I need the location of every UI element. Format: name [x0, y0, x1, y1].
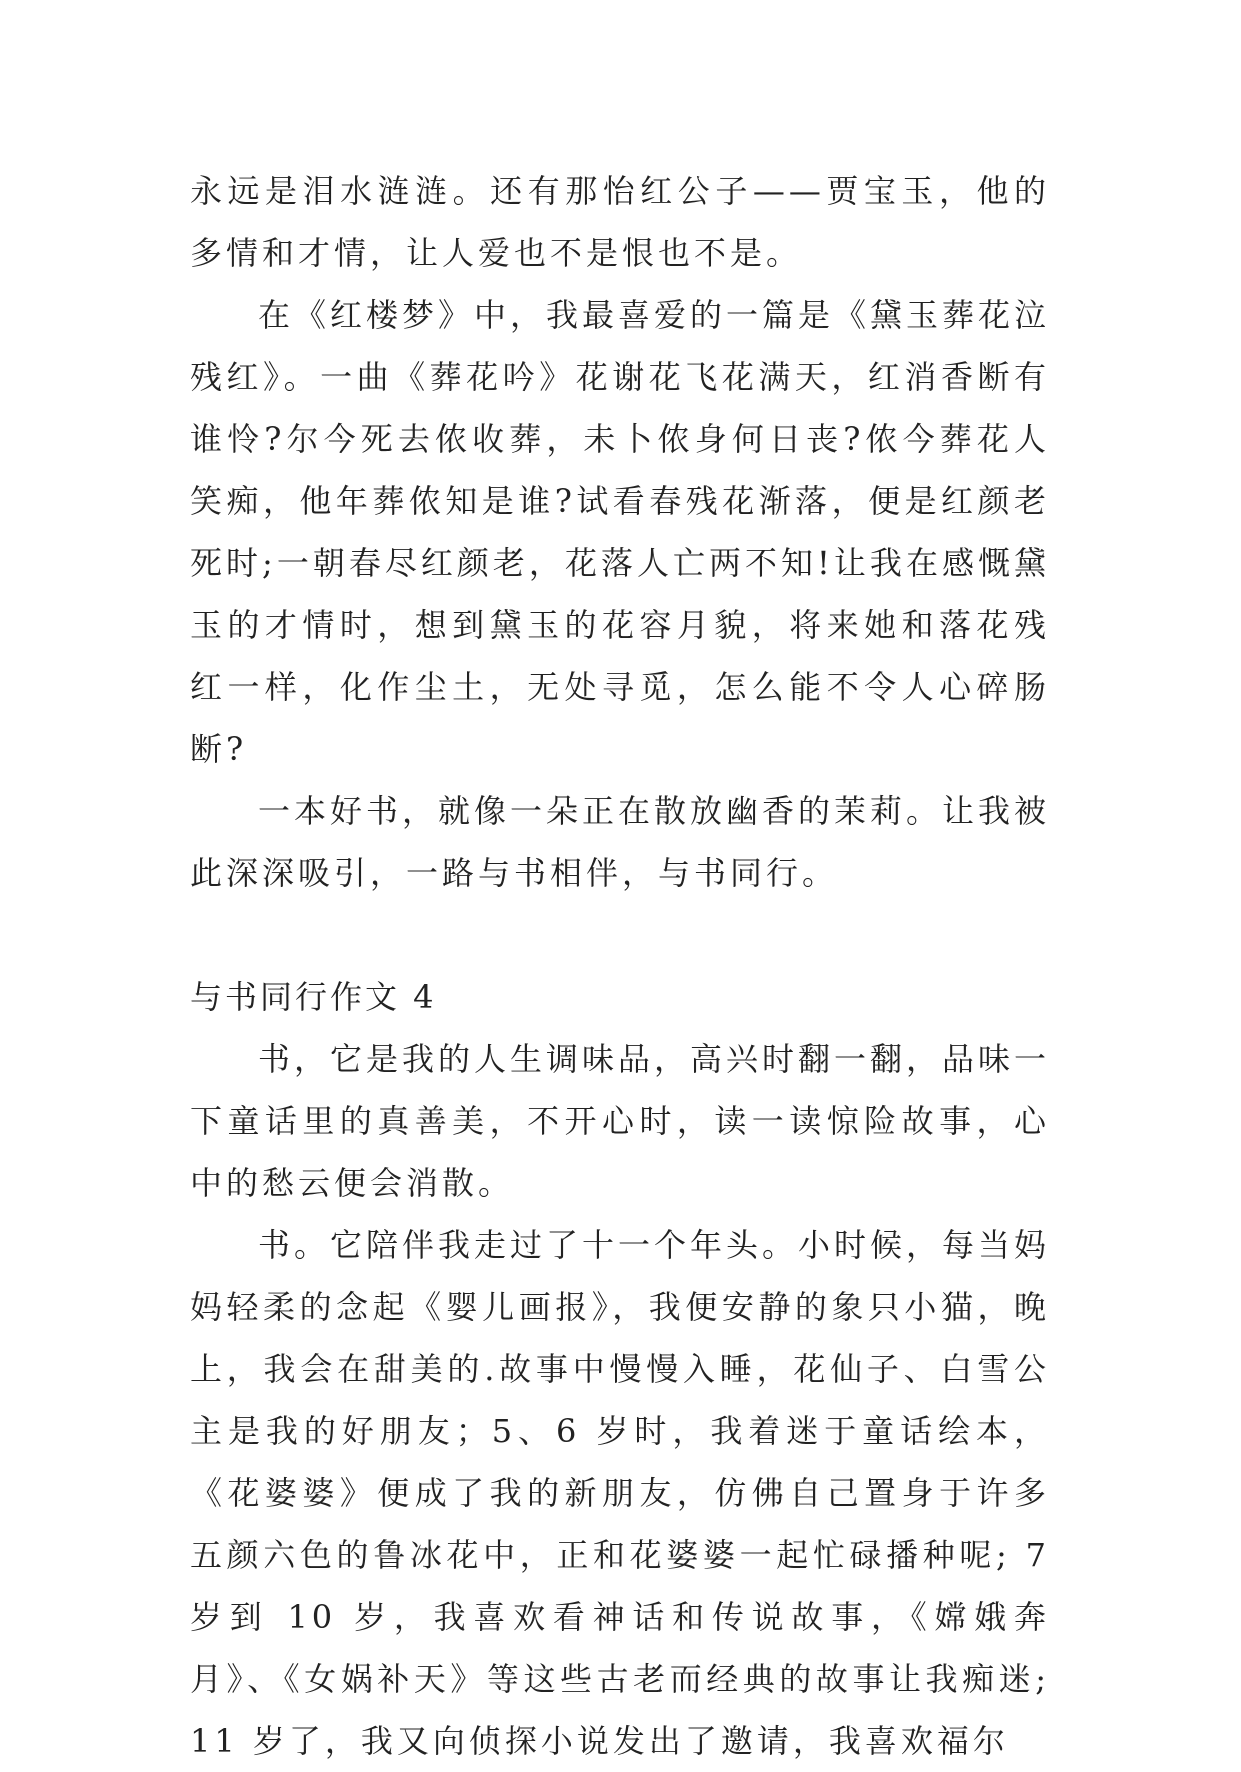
paragraph: 在《红楼梦》中，我最喜爱的一篇是《黛玉葬花泣残红》。一曲《葬花吟》花谢花飞花满天，红消香断有谁怜?尔今死去侬收葬，未卜侬身何日丧?侬今葬花人笑痴，他年葬侬知是谁?试看春残花渐落，便是红颜老死时;一朝春尽红颜老，花落人亡两不知!让我在感慨黛玉的才情时，想到黛玉的花容月貌，将来她和落花残红一样，化作尘土，无处寻觅，怎么能不令人心碎肠断? — [190, 296, 1051, 768]
paragraph: 书，它是我的人生调味品，高兴时翻一翻，品味一下童话里的真善美，不开心时，读一读惊险故事，心中的愁云便会消散。 — [190, 1040, 1051, 1202]
paragraph: 书。它陪伴我走过了十一个年头。小时候，每当妈妈轻柔的念起《婴儿画报》，我便安静的象只小猫，晚上，我会在甜美的.故事中慢慢入睡，花仙子、白雪公主是我的好朋友；5、6 岁时，我着迷于童话绘本，《花婆婆》便成了我的新朋友，仿佛自己置身于许多五颜六色的鲁冰花中，正和花婆婆一起忙碌播种呢; 7 岁到 10 岁，我喜欢看神话和传说故事，《嫦娥奔月》、《女娲补天》等这些古老而经典的故事让我痴迷; 11 岁了，我又向侦探小说发出了邀请，我喜欢福尔 — [190, 1226, 1051, 1760]
section-gap — [190, 904, 1050, 966]
paragraph: 一本好书，就像一朵正在散放幽香的茉莉。让我被此深深吸引，一路与书相伴，与书同行。 — [190, 792, 1051, 892]
document-page — [190, 160, 1050, 1772]
paragraph-continuation: 永远是泪水涟涟。还有那怡红公子——贾宝玉，他的多情和才情，让人爱也不是恨也不是。 — [190, 172, 1050, 272]
section-title: 与书同行作文 4 — [190, 978, 437, 1016]
